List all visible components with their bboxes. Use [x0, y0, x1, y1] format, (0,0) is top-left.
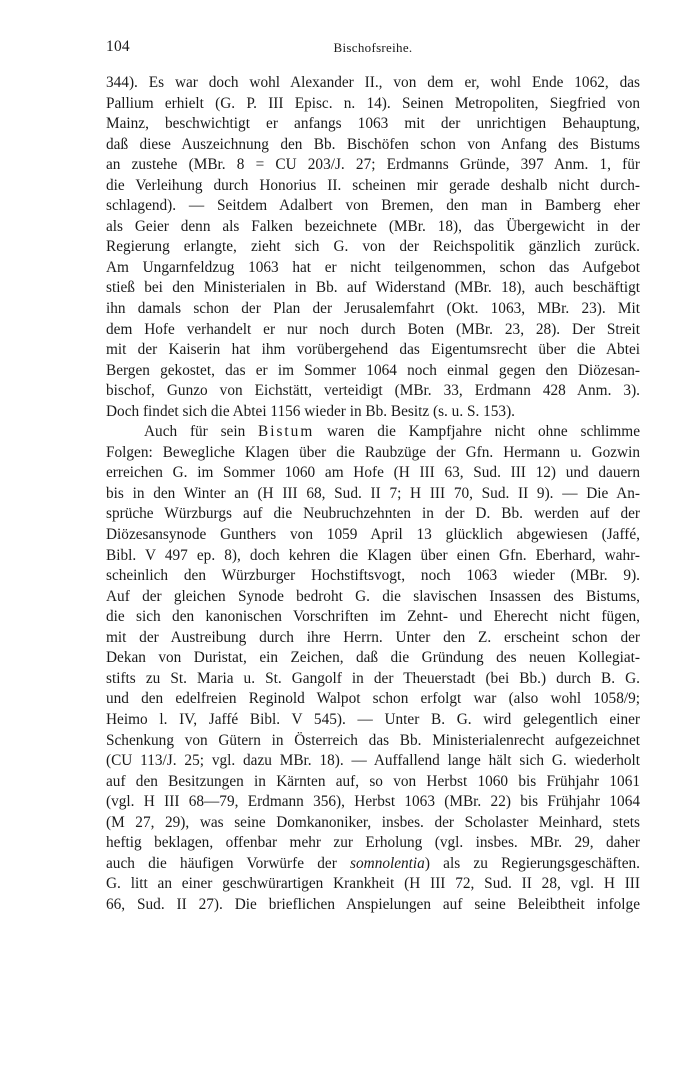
text-line: 66, Sud. II 27). Die brieflichen Anspielungen auf seine Beleibtheit infolge	[106, 895, 640, 913]
text-line: (vgl. H III 68—79, Erdmann 356), Herbst 1063 (MBr. 22) bis Frühjahr 1064	[106, 793, 640, 811]
text-line: G. litt an einer geschwürartigen Krankheit (H III 72, Sud. II 28, vgl. H III	[106, 875, 640, 893]
text-line: schlagend). — Seitdem Adalbert von Bremen, den man in Bamberg eher	[106, 197, 640, 215]
text-line: auf den Besitzungen in Kärnten auf, so von Herbst 1060 bis Frühjahr 1061	[106, 772, 640, 790]
text-line	[106, 854, 640, 875]
text-line: dem Hofe verhandelt er nur noch durch Boten (MBr. 23, 28). Der Streit	[106, 320, 640, 338]
body-text	[106, 73, 640, 915]
text-line: Bibl. V 497 ep. 8), doch kehren die Klagen über einen Gfn. Eberhard, wahr-	[106, 546, 640, 564]
text-line: Pallium erhielt (G. P. III Episc. n. 14). Seinen Metropoliten, Siegfried von	[106, 94, 640, 112]
italic-emphasis: somnolentia	[350, 854, 425, 872]
text-line: Regierung erlangte, zieht sich G. von der Reichspolitik gänzlich zurück.	[106, 238, 640, 256]
text-line: erreichen G. im Sommer 1060 am Hofe (H III 63, Sud. III 12) und dauern	[106, 464, 640, 482]
text-line: (CU 113/J. 25; vgl. dazu MBr. 18). — Auffallend lange hält sich G. wiederholt	[106, 752, 640, 770]
text-line: daß diese Auszeichnung den Bb. Bischöfen schon von Anfang des Bistums	[106, 135, 640, 153]
text-segment: waren die Kampfjahre nicht ohne schlimme	[314, 423, 640, 441]
spaced-emphasis: Bistum	[258, 423, 315, 441]
text-line: (M 27, 29), was seine Domkanoniker, insbes. der Scholaster Meinhard, stets	[106, 813, 640, 831]
text-line: Folgen: Bewegliche Klagen über die Raubzüge der Gfn. Hermann u. Gozwin	[106, 443, 640, 461]
text-line: als Geier denn als Falken bezeichnete (MBr. 18), das Übergewicht in der	[106, 217, 640, 235]
text-line: heftig beklagen, offenbar mehr zur Erholung (vgl. insbes. MBr. 29, daher	[106, 834, 640, 852]
page-header	[106, 38, 640, 58]
text-line: mit der Kaiserin hat ihm vorübergehend das Eigentumsrecht über die Abtei	[106, 341, 640, 359]
text-line: ihn damals schon der Plan der Jerusalemfahrt (Okt. 1063, MBr. 23). Mit	[106, 300, 640, 318]
text-line: scheinlich den Würzburger Hochstiftsvogt, noch 1063 wieder (MBr. 9).	[106, 567, 640, 585]
text-segment: ) als zu Regierungsgeschäften.	[424, 854, 640, 872]
text-line: Schenkung von Gütern in Österreich das Bb. Ministerialenrecht aufgezeichnet	[106, 731, 640, 749]
text-line: Doch findet sich die Abtei 1156 wieder in Bb. Besitz (s. u. S. 153).	[106, 402, 515, 420]
text-line: stieß bei den Ministerialen in Bb. auf Widerstand (MBr. 18), auch beschäftigt	[106, 279, 640, 297]
text-line	[106, 422, 640, 443]
running-title: Bischofsreihe.	[333, 40, 413, 55]
page-number: 104	[106, 38, 130, 55]
text-line: die sich den kanonischen Vorschriften im Zehnt- und Eherecht nicht fügen,	[106, 608, 640, 626]
text-line: sprüche Würzburgs auf die Neubruchzehnten in der D. Bb. werden auf der	[106, 505, 640, 523]
text-line: die Verleihung durch Honorius II. scheinen mir gerade deshalb nicht durch-	[106, 176, 640, 194]
text-line: stifts zu St. Maria u. St. Gangolf in der Theuerstadt (bei Bb.) durch B. G.	[106, 669, 640, 687]
text-segment: auch die häufigen Vorwürfe der	[106, 854, 351, 872]
text-line: Mainz, beschwichtigt er anfangs 1063 mit der unrichtigen Behauptung,	[106, 115, 640, 133]
text-line: an zustehe (MBr. 8 = CU 203/J. 27; Erdmanns Gründe, 397 Anm. 1, für	[106, 156, 640, 174]
text-line: Bergen gekostet, das er im Sommer 1064 noch einmal gegen den Diözesan-	[106, 361, 640, 379]
text-line: Diözesansynode Gunthers von 1059 April 13 glücklich abgewiesen (Jaffé,	[106, 526, 640, 544]
text-line: Am Ungarnfeldzug 1063 hat er nicht teilgenommen, schon das Aufgebot	[106, 258, 640, 276]
text-line: bischof, Gunzo von Eichstätt, verteidigt (MBr. 33, Erdmann 428 Anm. 3).	[106, 382, 640, 400]
text-segment: Auch für sein	[144, 423, 259, 441]
text-line: 344). Es war doch wohl Alexander II., von dem er, wohl Ende 1062, das	[106, 74, 640, 91]
text-line: bis in den Winter an (H III 68, Sud. II 7; H III 70, Sud. II 9). — Die An-	[106, 484, 640, 502]
text-line: und den edelfreien Reginold Walpot schon erfolgt war (also wohl 1058/9;	[106, 690, 640, 708]
text-line: Auf der gleichen Synode bedroht G. die slavischen Insassen des Bistums,	[106, 587, 640, 605]
text-line: mit der Austreibung durch ihre Herrn. Unter den Z. erscheint schon der	[106, 628, 640, 646]
text-line: Dekan von Duristat, ein Zeichen, daß die Gründung des neuen Kollegiat-	[106, 649, 640, 667]
text-line: Heimo l. IV, Jaffé Bibl. V 545). — Unter B. G. wird gelegentlich einer	[106, 710, 640, 728]
